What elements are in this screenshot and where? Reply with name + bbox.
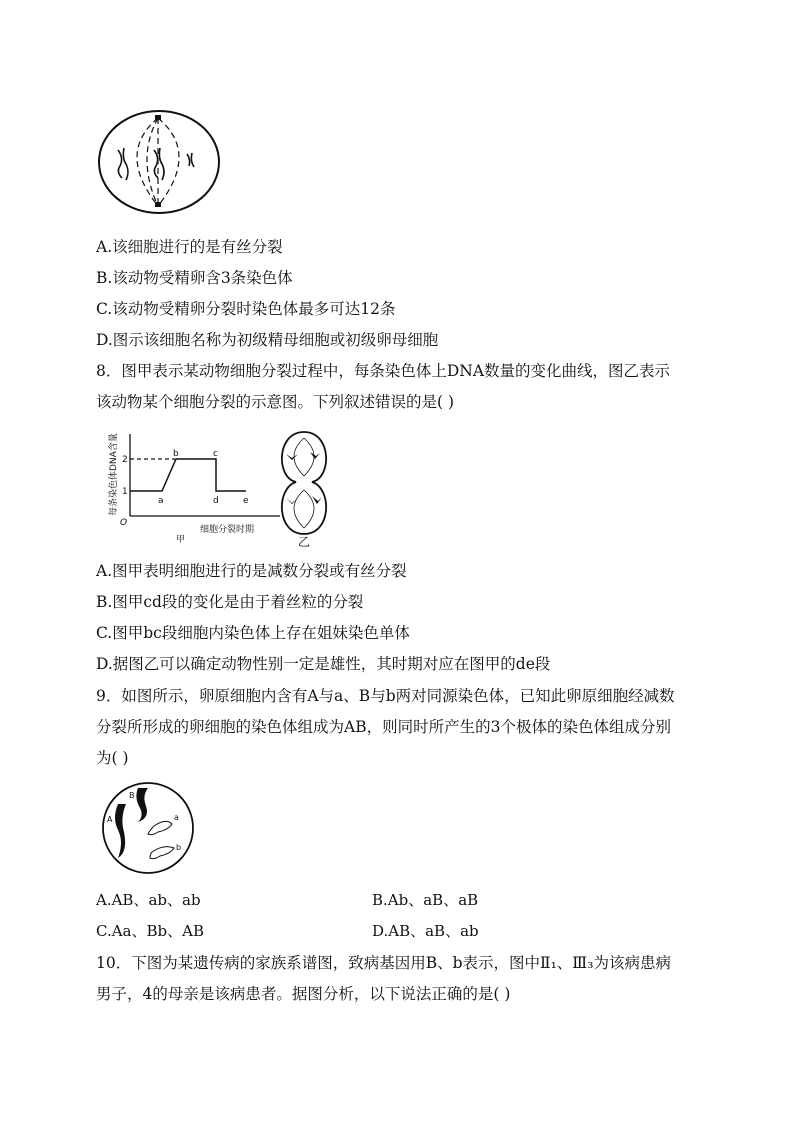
q9-option-d: D.AB、aB、ab xyxy=(372,922,479,940)
q7-option-a: A.该细胞进行的是有丝分裂 xyxy=(96,238,283,256)
q8-stem-line1: 8．图甲表示某动物细胞分裂过程中，每条染色体上DNA数量的变化曲线，图乙表示 xyxy=(96,362,671,380)
caption-jia: 甲 xyxy=(176,535,186,545)
q9-oogonium-diagram xyxy=(98,782,198,874)
point-d: d xyxy=(213,496,219,506)
q7-cell-diagram xyxy=(96,108,222,216)
label-b: b xyxy=(176,843,182,852)
label-a: a xyxy=(174,813,179,822)
q7-option-d: D.图示该细胞名称为初级精母细胞或初级卵母细胞 xyxy=(96,331,439,349)
graph-ylabel: 每条染色体DNA含量 xyxy=(109,433,119,516)
graph-xlabel: 细胞分裂时期 xyxy=(200,525,255,535)
point-c: c xyxy=(213,449,218,459)
q8-option-c: C.图甲bc段细胞内染色体上存在姐妹染色单体 xyxy=(96,624,410,642)
caption-yi: 乙 xyxy=(298,535,311,549)
q10-stem-line2: 男子，4的母亲是该病患者。据图分析，以下说法正确的是( ) xyxy=(96,985,511,1003)
q7-option-c: C.该动物受精卵分裂时染色体最多可达12条 xyxy=(96,300,396,318)
q10-stem-line1: 10．下图为某遗传病的家族系谱图，致病基因用B、b表示，图中Ⅱ₁、Ⅲ₃为该病患病 xyxy=(96,954,671,972)
q8-cell-yi xyxy=(272,430,337,548)
q8-stem-line2: 该动物某个细胞分裂的示意图。下列叙述错误的是( ) xyxy=(96,393,455,411)
q9-stem-line3: 为( ) xyxy=(96,749,129,767)
graph-ytick-1: 1 xyxy=(122,487,128,497)
q8-option-b: B.图甲cd段的变化是由于着丝粒的分裂 xyxy=(96,593,364,611)
q9-stem-line2: 分裂所形成的卵细胞的染色体组成为AB，则同时所产生的3个极体的染色体组成分别 xyxy=(96,718,671,736)
point-a: a xyxy=(158,496,164,506)
q9-option-a: A.AB、ab、ab xyxy=(96,891,201,909)
label-A: A xyxy=(107,815,113,824)
q8-graph-jia xyxy=(100,428,285,548)
q8-option-d: D.据图乙可以确定动物性别一定是雄性，其时期对应在图甲的de段 xyxy=(96,655,551,673)
q9-stem-line1: 9．如图所示，卵原细胞内含有A与a、B与b两对同源染色体，已知此卵原细胞经减数 xyxy=(96,687,675,705)
q9-option-c: C.Aa、Bb、AB xyxy=(96,922,204,940)
q7-option-b: B.该动物受精卵含3条染色体 xyxy=(96,269,293,287)
point-b: b xyxy=(173,449,179,459)
q8-option-a: A.图甲表明细胞进行的是减数分裂或有丝分裂 xyxy=(96,562,407,580)
point-e: e xyxy=(243,496,249,506)
q9-option-b: B.Ab、aB、aB xyxy=(372,891,479,909)
graph-origin: O xyxy=(120,518,128,528)
graph-ytick-2: 2 xyxy=(122,455,128,465)
label-B: B xyxy=(129,791,135,800)
